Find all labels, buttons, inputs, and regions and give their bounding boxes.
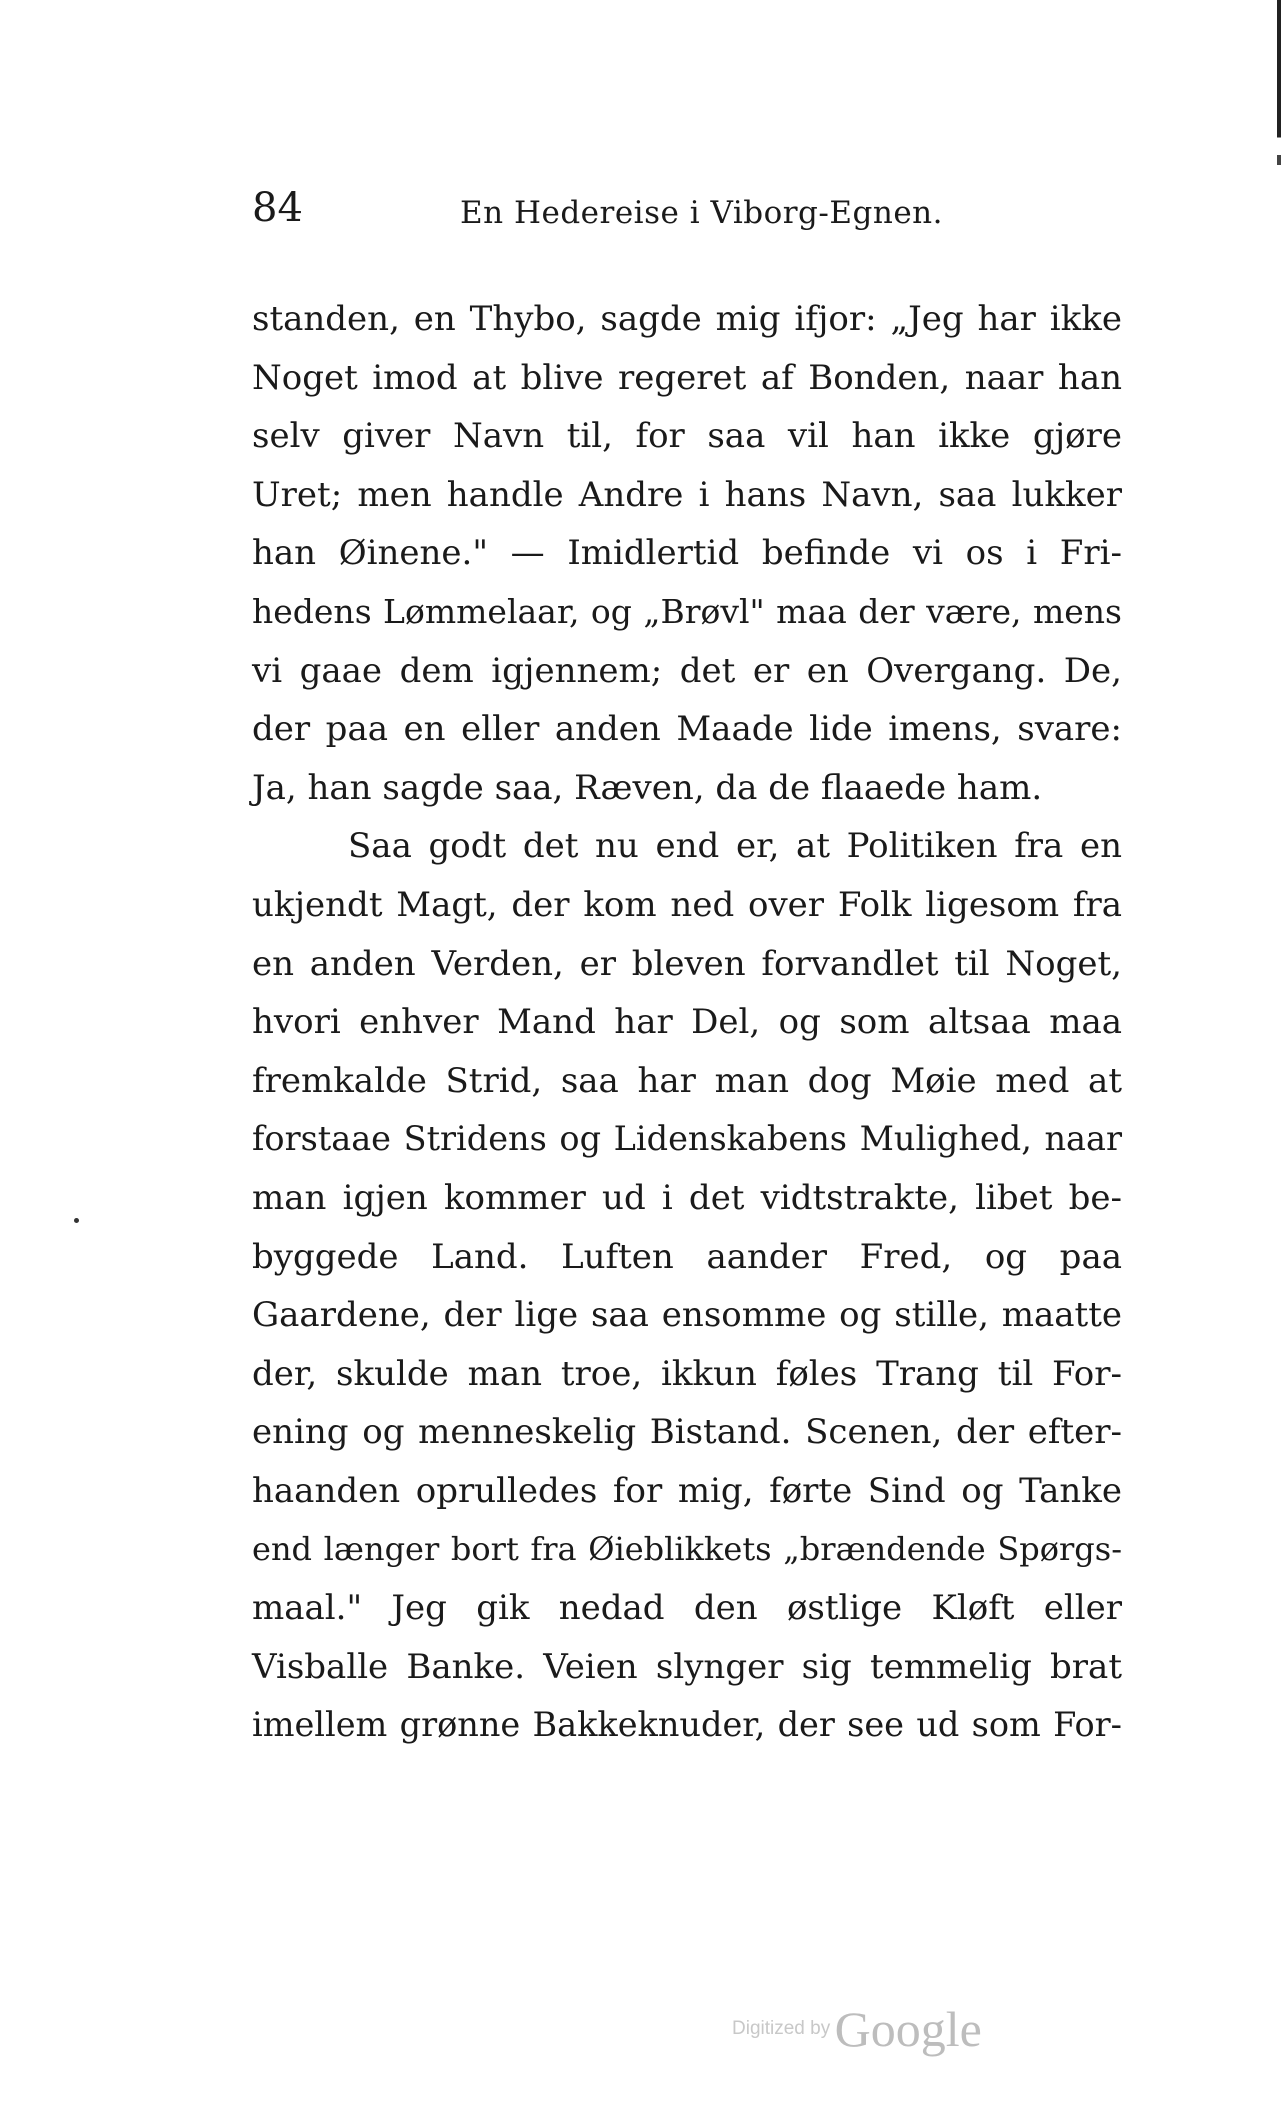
text-line: der paa en eller anden Maade lide imens, svare: — [252, 709, 1122, 750]
text-line: imellem grønne Bakkeknuder, der see ud som For- — [252, 1705, 1122, 1745]
page-number: 84 — [252, 185, 303, 231]
text-line: hedens Lømmelaar, og „Brøvl" maa der være, mens — [252, 591, 1122, 631]
text-line: byggede Land. Luften aander Fred, og paa — [252, 1236, 1122, 1277]
text-line: Ja, han sagde saa, Ræven, da de flaaede ham. — [252, 767, 1043, 808]
text-line: maal." Jeg gik nedad den østlige Kløft eller — [252, 1588, 1122, 1629]
text-line: ukjendt Magt, der kom ned over Folk ligesom fra — [252, 884, 1122, 925]
text-line: fremkalde Strid, saa har man dog Møie med at — [252, 1060, 1122, 1101]
text-line: der, skulde man troe, ikkun føles Trang til For- — [252, 1353, 1122, 1394]
page-edge-mark — [1277, 0, 1281, 250]
text-line: Uret; men handle Andre i hans Navn, saa lukker — [252, 474, 1122, 515]
digitized-watermark — [732, 2000, 982, 2058]
text-line: Gaardene, der lige saa ensomme og stille, maatte — [252, 1295, 1122, 1336]
text-line: standen, en Thybo, sagde mig ifjor: „Jeg har ikke — [252, 299, 1122, 339]
google-logo: Google — [834, 2001, 982, 2057]
text-line: Visballe Banke. Veien slynger sig temmelig brat — [252, 1646, 1122, 1687]
text-line: han Øinene." — Imidlertid befinde vi os i Fri- — [252, 533, 1122, 574]
text-line: ening og menneskelig Bistand. Scenen, der efter- — [252, 1412, 1122, 1453]
running-title: En Hedereise i Viborg-Egnen. — [460, 195, 943, 231]
text-line: end længer bort fra Øieblikkets „brændende Spørgs- — [252, 1530, 1122, 1569]
text-line: forstaae Stridens og Lidenskabens Mulighed, naar — [252, 1119, 1122, 1159]
text-line: man igjen kommer ud i det vidtstrakte, libet be- — [252, 1177, 1122, 1218]
digitized-by-label: Digitized by — [732, 2018, 831, 2039]
margin-speck — [74, 1218, 79, 1223]
text-line: Noget imod at blive regeret af Bonden, naar han — [252, 357, 1122, 398]
text-line: selv giver Navn til, for saa vil han ikke gjøre — [252, 416, 1122, 457]
body-text — [252, 290, 1122, 1755]
text-line: haanden oprulledes for mig, førte Sind og Tanke — [252, 1470, 1122, 1511]
text-line: hvori enhver Mand har Del, og som altsaa maa — [252, 1002, 1122, 1043]
text-line: en anden Verden, er bleven forvandlet til Noget, — [252, 943, 1122, 984]
text-line: vi gaae dem igjennem; det er en Overgang. De, — [252, 650, 1122, 691]
paragraph-start-line: Saa godt det nu end er, at Politiken fra en — [348, 826, 1122, 867]
